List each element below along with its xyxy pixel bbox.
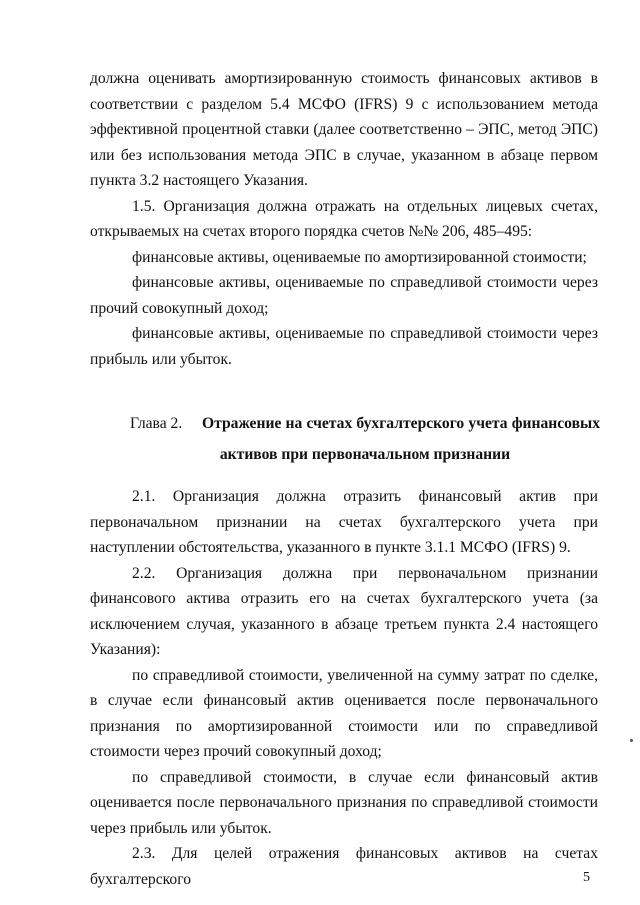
list-item-amortized-cost: финансовые активы, оцениваемые по амортизированной стоимости;	[132, 248, 587, 266]
paragraph-2-1: 2.1. Организация должна отразить финансовый актив при первоначальном признании на счетах бухгалтерского учета при наступлении обстоятельства, указанного в пункте 3.1.1 МСФО (IFRS) 9.	[90, 488, 598, 556]
text-section-top	[90, 66, 598, 372]
chapter-title-line-2: активов при первоначальном признании	[219, 446, 511, 463]
chapter-number: Глава 2.	[130, 415, 183, 432]
chapter-heading	[90, 408, 600, 470]
paragraph-1-5: 1.5. Организация должна отражать на отдельных лицевых счетах, открываемых на счетах второго порядка счетов №№ 206, 485–495:	[90, 197, 598, 240]
paragraph-2-3: 2.3. Для целей отражения финансовых активов на счетах бухгалтерского	[90, 845, 598, 888]
list-item-fair-value: по справедливой стоимости, в случае если финансовый актив оценивается после первоначального признания по справедливой стоимости через прибыль или убыток.	[90, 768, 598, 837]
list-item-fair-value-pl: финансовые активы, оцениваемые по справедливой стоимости через прибыль или убыток.	[90, 325, 598, 368]
chapter-title-line-1: Отражение на счетах бухгалтерского учета финансовых	[202, 415, 600, 432]
paragraph-2-2: 2.2. Организация должна при первоначальном признании финансового актива отразить его на счетах бухгалтерского учета (за исключением случая, указанного в абзаце третьем пункта 2.4 настоящего Указания):	[90, 564, 598, 658]
scan-speck	[630, 739, 633, 742]
text-section-bottom	[90, 484, 598, 892]
page-number: 5	[583, 870, 590, 885]
paragraph-continuation: должна оценивать амортизированную стоимость финансовых активов в соответствии с разделом 5.4 МСФО (IFRS) 9 с использованием метода эффективной процентной ставки (далее соответственно – ЭПС, метод ЭПС) или без использования метода ЭПС в случае, указанном в абзаце первом пункта 3.2 настоящего Указания.	[90, 70, 598, 189]
list-item-fair-value-plus-costs: по справедливой стоимости, увеличенной на сумму затрат по сделке, в случае если финансовый актив оценивается после первоначального признания по амортизированной стоимости или по справедливой стоимости через прочий совокупный доход;	[90, 666, 598, 760]
list-item-fair-value-oci: финансовые активы, оцениваемые по справедливой стоимости через прочий совокупный доход;	[90, 274, 598, 317]
